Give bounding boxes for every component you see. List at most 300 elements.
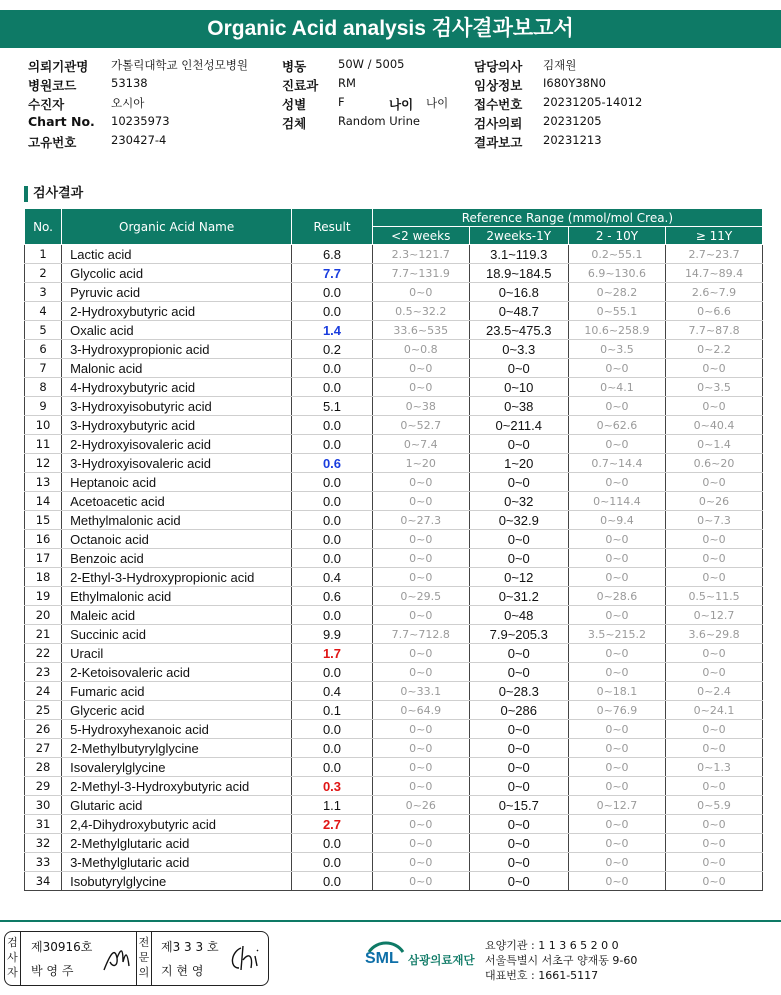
cell-range: 0~40.4	[666, 416, 763, 435]
cell-range: 0~0	[568, 739, 665, 758]
cell-result: 0.0	[292, 378, 373, 397]
cell-no: 34	[25, 872, 62, 891]
info-value: 53138	[111, 76, 148, 90]
table-row	[25, 416, 763, 435]
cell-result: 0.0	[292, 758, 373, 777]
cell-no: 5	[25, 321, 62, 340]
cell-range: 0~0	[469, 549, 568, 568]
cell-range: 0~0	[568, 834, 665, 853]
cell-range: 2.6~7.9	[666, 283, 763, 302]
cell-range: 0~0	[568, 872, 665, 891]
cell-no: 13	[25, 473, 62, 492]
cell-name: 3-Hydroxybutyric acid	[62, 416, 292, 435]
cell-range: 7.7~131.9	[372, 264, 469, 283]
cell-range: 0~12.7	[666, 606, 763, 625]
cell-range: 0~0	[469, 663, 568, 682]
cell-range: 0.7~14.4	[568, 454, 665, 473]
info-value: 10235973	[111, 114, 170, 128]
examiner-signature	[101, 944, 133, 974]
info-value: 20231205-14012	[543, 95, 643, 109]
table-row	[25, 739, 763, 758]
info-label: 병원코드	[28, 78, 77, 93]
cell-range: 7.9~205.3	[469, 625, 568, 644]
info-value: 230427-4	[111, 133, 167, 147]
cell-name: Glyceric acid	[62, 701, 292, 720]
cell-range: 0~4.1	[568, 378, 665, 397]
cell-range: 0~7.3	[666, 511, 763, 530]
table-row	[25, 644, 763, 663]
table-row	[25, 587, 763, 606]
cell-range: 0~0	[666, 473, 763, 492]
table-row	[25, 549, 763, 568]
cell-range: 0~55.1	[568, 302, 665, 321]
info-value: 20231205	[543, 114, 602, 128]
cell-name: 4-Hydroxybutyric acid	[62, 378, 292, 397]
table-row	[25, 663, 763, 682]
cell-no: 27	[25, 739, 62, 758]
cell-name: Octanoic acid	[62, 530, 292, 549]
cell-range: 0~0	[666, 853, 763, 872]
info-label: 검사의뢰	[474, 116, 523, 131]
cell-range: 0~1.4	[666, 435, 763, 454]
cell-result: 0.4	[292, 682, 373, 701]
cell-range: 0~12	[469, 568, 568, 587]
cell-result: 0.0	[292, 549, 373, 568]
table-row	[25, 815, 763, 834]
cell-range: 0~0	[372, 834, 469, 853]
cell-range: 0~33.1	[372, 682, 469, 701]
cell-range: 0~16.8	[469, 283, 568, 302]
cell-range: 0~0	[372, 663, 469, 682]
cell-name: 2-Methyl-3-Hydroxybutyric acid	[62, 777, 292, 796]
table-row	[25, 720, 763, 739]
cell-result: 0.0	[292, 739, 373, 758]
cell-no: 1	[25, 245, 62, 264]
cell-range: 0~0	[469, 834, 568, 853]
cell-range: 0~28.3	[469, 682, 568, 701]
examiner-id: 제30916호	[31, 940, 93, 954]
table-row	[25, 454, 763, 473]
cell-range: 0~0	[469, 644, 568, 663]
cell-no: 24	[25, 682, 62, 701]
cell-result: 0.4	[292, 568, 373, 587]
cell-range: 7.7~712.8	[372, 625, 469, 644]
cell-range: 0~32.9	[469, 511, 568, 530]
cell-name: Benzoic acid	[62, 549, 292, 568]
table-row	[25, 777, 763, 796]
report-title: Organic Acid analysis 검사결과보고서	[0, 10, 781, 48]
info-value: I680Y38N0	[543, 76, 606, 90]
cell-result: 0.0	[292, 511, 373, 530]
cell-range: 0~1.3	[666, 758, 763, 777]
cell-result: 0.0	[292, 359, 373, 378]
cell-range: 0~3.5	[666, 378, 763, 397]
cell-result: 9.9	[292, 625, 373, 644]
institution-address: 서울특별시 서초구 양재동 9-60	[485, 954, 638, 967]
cell-range: 0~0	[372, 739, 469, 758]
info-value: 오시아	[111, 96, 145, 110]
cell-range: 0~6.6	[666, 302, 763, 321]
cell-range: 0~62.6	[568, 416, 665, 435]
logo-text: SML	[365, 950, 399, 967]
table-row	[25, 264, 763, 283]
info-label: 성별	[282, 97, 307, 112]
cell-range: 0~0	[568, 435, 665, 454]
table-row	[25, 872, 763, 891]
cell-range: 0~0	[469, 758, 568, 777]
cell-range: 0~32	[469, 492, 568, 511]
institution-info	[485, 938, 637, 983]
cell-result: 0.6	[292, 454, 373, 473]
cell-range: 0~0	[372, 644, 469, 663]
col-header-range: 2weeks-1Y	[469, 227, 568, 245]
cell-range: 0~0	[666, 644, 763, 663]
examiner-name: 박 영 주	[31, 964, 74, 978]
cell-result: 0.0	[292, 853, 373, 872]
cell-range: 0~0	[568, 853, 665, 872]
cell-name: 2-Hydroxyisovaleric acid	[62, 435, 292, 454]
cell-range: 0~48	[469, 606, 568, 625]
info-label: 병동	[282, 59, 307, 74]
cell-range: 1~20	[372, 454, 469, 473]
institution-phone: 대표번호 : 1661-5117	[485, 969, 599, 982]
table-row	[25, 834, 763, 853]
cell-range: 0~38	[372, 397, 469, 416]
cell-range: 0~0	[469, 853, 568, 872]
specialist-signature	[227, 942, 263, 974]
col-header-result: Result	[292, 209, 373, 245]
table-row	[25, 606, 763, 625]
cell-name: 3-Hydroxypropionic acid	[62, 340, 292, 359]
cell-range: 1~20	[469, 454, 568, 473]
cell-name: 3-Hydroxyisobutyric acid	[62, 397, 292, 416]
col-header-range: <2 weeks	[372, 227, 469, 245]
table-row	[25, 511, 763, 530]
cell-result: 0.0	[292, 473, 373, 492]
cell-result: 0.0	[292, 720, 373, 739]
col-header-name: Organic Acid Name	[62, 209, 292, 245]
cell-no: 23	[25, 663, 62, 682]
cell-range: 0~211.4	[469, 416, 568, 435]
cell-no: 3	[25, 283, 62, 302]
info-value: 김재원	[543, 58, 577, 72]
cell-name: Methylmalonic acid	[62, 511, 292, 530]
cell-no: 12	[25, 454, 62, 473]
table-row	[25, 321, 763, 340]
cell-range: 0~0	[469, 872, 568, 891]
cell-range: 0~0	[568, 549, 665, 568]
cell-range: 0~0	[666, 663, 763, 682]
cell-range: 0~0	[568, 606, 665, 625]
table-row	[25, 473, 763, 492]
table-row	[25, 568, 763, 587]
cell-result: 2.7	[292, 815, 373, 834]
cell-range: 0~24.1	[666, 701, 763, 720]
cell-result: 0.0	[292, 492, 373, 511]
cell-name: Malonic acid	[62, 359, 292, 378]
cell-range: 0~286	[469, 701, 568, 720]
cell-no: 19	[25, 587, 62, 606]
info-label: 접수번호	[474, 97, 523, 112]
cell-range: 0~114.4	[568, 492, 665, 511]
table-row	[25, 796, 763, 815]
cell-result: 0.0	[292, 663, 373, 682]
cell-name: Pyruvic acid	[62, 283, 292, 302]
cell-range: 0~0.8	[372, 340, 469, 359]
cell-name: Ethylmalonic acid	[62, 587, 292, 606]
cell-range: 0~0	[372, 283, 469, 302]
cell-no: 32	[25, 834, 62, 853]
table-row	[25, 853, 763, 872]
cell-range: 0~10	[469, 378, 568, 397]
logo-name: 삼광의료재단	[408, 953, 475, 967]
info-value: 가톨릭대학교 인천성모병원	[111, 58, 248, 72]
cell-range: 0~12.7	[568, 796, 665, 815]
cell-range: 0~64.9	[372, 701, 469, 720]
cell-no: 20	[25, 606, 62, 625]
cell-range: 0~0	[568, 473, 665, 492]
table-row	[25, 378, 763, 397]
cell-range: 0~0	[469, 815, 568, 834]
table-row	[25, 492, 763, 511]
cell-range: 3.5~215.2	[568, 625, 665, 644]
cell-range: 0~18.1	[568, 682, 665, 701]
cell-range: 6.9~130.6	[568, 264, 665, 283]
cell-no: 22	[25, 644, 62, 663]
cell-range: 10.6~258.9	[568, 321, 665, 340]
cell-range: 2.7~23.7	[666, 245, 763, 264]
cell-name: Heptanoic acid	[62, 473, 292, 492]
cell-range: 0~0	[372, 378, 469, 397]
table-row	[25, 302, 763, 321]
cell-name: 2-Methylbutyrylglycine	[62, 739, 292, 758]
cell-no: 26	[25, 720, 62, 739]
cell-range: 0~0	[469, 530, 568, 549]
cell-result: 0.0	[292, 302, 373, 321]
cell-range: 0~0	[666, 549, 763, 568]
cell-range: 2.3~121.7	[372, 245, 469, 264]
cell-name: 2-Methylglutaric acid	[62, 834, 292, 853]
cell-range: 0~0	[568, 568, 665, 587]
footer-divider	[0, 920, 781, 922]
table-row	[25, 283, 763, 302]
table-row	[25, 701, 763, 720]
table-row	[25, 758, 763, 777]
cell-range: 0~2.4	[666, 682, 763, 701]
cell-range: 33.6~535	[372, 321, 469, 340]
cell-result: 0.0	[292, 530, 373, 549]
cell-range: 0~28.6	[568, 587, 665, 606]
cell-range: 0~0	[469, 473, 568, 492]
cell-range: 0~9.4	[568, 511, 665, 530]
cell-no: 16	[25, 530, 62, 549]
table-row	[25, 359, 763, 378]
cell-range: 0~0	[666, 739, 763, 758]
cell-no: 10	[25, 416, 62, 435]
section-title: 검사결과	[24, 186, 83, 202]
cell-range: 0~0	[469, 435, 568, 454]
info-label: 진료과	[282, 78, 319, 93]
cell-range: 0~0	[568, 530, 665, 549]
cell-range: 0~0	[666, 720, 763, 739]
cell-result: 0.0	[292, 435, 373, 454]
col-header-reference: Reference Range (mmol/mol Crea.)	[372, 209, 762, 227]
cell-result: 0.3	[292, 777, 373, 796]
cell-no: 11	[25, 435, 62, 454]
info-label: 검체	[282, 116, 307, 131]
info-value: 50W / 5005	[338, 57, 405, 71]
cell-no: 30	[25, 796, 62, 815]
cell-result: 0.0	[292, 834, 373, 853]
cell-no: 17	[25, 549, 62, 568]
cell-no: 29	[25, 777, 62, 796]
results-table	[24, 208, 763, 891]
cell-range: 0~0	[469, 359, 568, 378]
cell-range: 3.6~29.8	[666, 625, 763, 644]
cell-result: 0.0	[292, 283, 373, 302]
cell-range: 0~3.3	[469, 340, 568, 359]
cell-name: Oxalic acid	[62, 321, 292, 340]
cell-name: Uracil	[62, 644, 292, 663]
info-value: RM	[338, 76, 356, 90]
cell-range: 0.6~20	[666, 454, 763, 473]
cell-range: 0~0	[469, 739, 568, 758]
cell-no: 2	[25, 264, 62, 283]
cell-range: 0.2~55.1	[568, 245, 665, 264]
cell-result: 1.7	[292, 644, 373, 663]
cell-range: 0~26	[666, 492, 763, 511]
cell-range: 0~0	[372, 606, 469, 625]
cell-name: 2-Hydroxybutyric acid	[62, 302, 292, 321]
cell-no: 25	[25, 701, 62, 720]
cell-range: 0~5.9	[666, 796, 763, 815]
cell-range: 0~0	[568, 397, 665, 416]
cell-no: 33	[25, 853, 62, 872]
cell-range: 0~0	[372, 853, 469, 872]
info-label: 담당의사	[474, 59, 523, 74]
cell-range: 0~0	[372, 720, 469, 739]
cell-name: Maleic acid	[62, 606, 292, 625]
cell-result: 0.0	[292, 416, 373, 435]
cell-range: 0~0	[372, 777, 469, 796]
cell-range: 0~28.2	[568, 283, 665, 302]
cell-range: 0~0	[568, 815, 665, 834]
cell-no: 14	[25, 492, 62, 511]
table-row	[25, 397, 763, 416]
cell-range: 0~52.7	[372, 416, 469, 435]
cell-range: 0~27.3	[372, 511, 469, 530]
cell-result: 1.1	[292, 796, 373, 815]
cell-range: 0~0	[372, 815, 469, 834]
cell-name: Isovalerylglycine	[62, 758, 292, 777]
cell-range: 0~0	[372, 872, 469, 891]
cell-range: 0~0	[666, 872, 763, 891]
cell-no: 9	[25, 397, 62, 416]
cell-name: 5-Hydroxyhexanoic acid	[62, 720, 292, 739]
cell-range: 0~0	[666, 397, 763, 416]
cell-range: 0~0	[372, 568, 469, 587]
cell-range: 23.5~475.3	[469, 321, 568, 340]
cell-range: 0~38	[469, 397, 568, 416]
info-value: 20231213	[543, 133, 602, 147]
cell-range: 0~0	[372, 549, 469, 568]
cell-range: 0~0	[568, 758, 665, 777]
cell-range: 0~76.9	[568, 701, 665, 720]
cell-range: 0~0	[568, 359, 665, 378]
cell-range: 0.5~32.2	[372, 302, 469, 321]
table-row	[25, 682, 763, 701]
cell-name: 2-Ethyl-3-Hydroxypropionic acid	[62, 568, 292, 587]
info-label: 고유번호	[28, 135, 77, 150]
info-value: F	[338, 95, 345, 109]
cell-no: 7	[25, 359, 62, 378]
cell-range: 0~0	[568, 777, 665, 796]
table-row	[25, 435, 763, 454]
cell-name: Lactic acid	[62, 245, 292, 264]
info-label: 임상정보	[474, 78, 523, 93]
cell-name: Succinic acid	[62, 625, 292, 644]
cell-range: 0.5~11.5	[666, 587, 763, 606]
cell-no: 15	[25, 511, 62, 530]
cell-name: Isobutyrylglycine	[62, 872, 292, 891]
cell-name: Acetoacetic acid	[62, 492, 292, 511]
col-header-no: No.	[25, 209, 62, 245]
age-value: 나이	[426, 96, 449, 110]
cell-no: 4	[25, 302, 62, 321]
cell-range: 0~48.7	[469, 302, 568, 321]
info-label: 결과보고	[474, 135, 523, 150]
age-label: 나이	[389, 97, 414, 112]
cell-name: 2,4-Dihydroxybutyric acid	[62, 815, 292, 834]
cell-range: 0~0	[666, 815, 763, 834]
cell-no: 21	[25, 625, 62, 644]
specialist-label: 전 문 의	[136, 932, 152, 985]
cell-range: 0~0	[568, 663, 665, 682]
cell-range: 0~29.5	[372, 587, 469, 606]
info-value: Random Urine	[338, 114, 420, 128]
cell-range: 0~0	[372, 530, 469, 549]
cell-range: 3.1~119.3	[469, 245, 568, 264]
cell-result: 6.8	[292, 245, 373, 264]
table-row	[25, 625, 763, 644]
cell-range: 0~0	[666, 359, 763, 378]
cell-range: 0~0	[372, 758, 469, 777]
table-row	[25, 340, 763, 359]
cell-range: 0~0	[372, 473, 469, 492]
col-header-range: ≥ 11Y	[666, 227, 763, 245]
table-row	[25, 530, 763, 549]
cell-range: 7.7~87.8	[666, 321, 763, 340]
cell-no: 8	[25, 378, 62, 397]
cell-name: Glycolic acid	[62, 264, 292, 283]
cell-range: 14.7~89.4	[666, 264, 763, 283]
cell-range: 0~0	[372, 359, 469, 378]
cell-range: 18.9~184.5	[469, 264, 568, 283]
table-row	[25, 245, 763, 264]
patient-info	[28, 57, 768, 152]
cell-name: 2-Ketoisovaleric acid	[62, 663, 292, 682]
cell-result: 0.6	[292, 587, 373, 606]
cell-no: 31	[25, 815, 62, 834]
cell-range: 0~26	[372, 796, 469, 815]
cell-range: 0~7.4	[372, 435, 469, 454]
specialist-name: 지 현 영	[161, 964, 204, 978]
cell-range: 0~2.2	[666, 340, 763, 359]
cell-name: Fumaric acid	[62, 682, 292, 701]
cell-result: 0.0	[292, 606, 373, 625]
cell-result: 5.1	[292, 397, 373, 416]
cell-result: 0.2	[292, 340, 373, 359]
